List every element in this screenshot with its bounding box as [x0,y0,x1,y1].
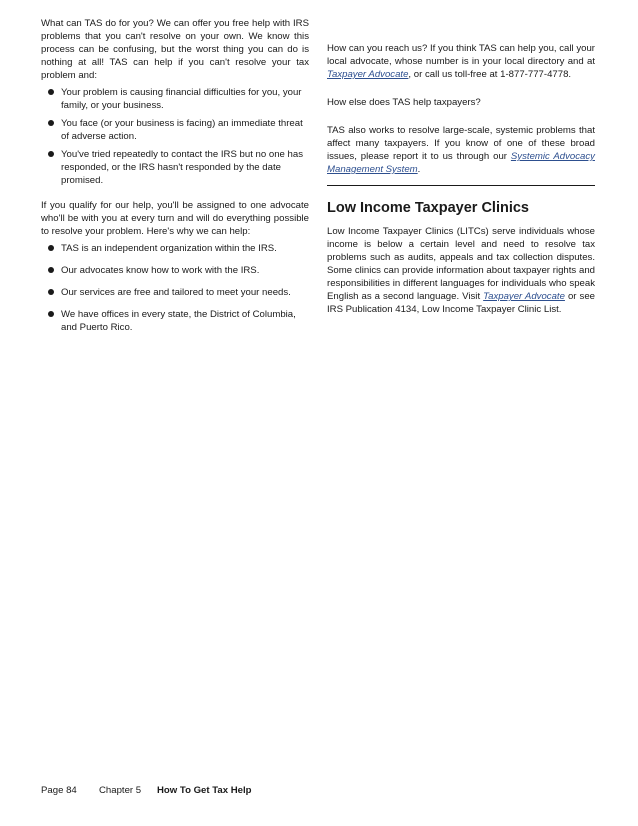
reach-paragraph [327,42,595,81]
list-item-text: Your problem is causing financial difficulties for you, your family, or your business. [61,87,302,111]
list-item-text: Our advocates know how to work with the IRS. [61,265,260,276]
list-item [41,264,309,277]
systemic-text-end: . [417,164,421,175]
litc-text-end: or see IRS Publication 4134, Low Income Taxpayer Clinic List. [327,291,595,315]
bullet-icon [48,311,54,317]
left-column [41,17,309,343]
reach-text: How can you reach us? If you think TAS can help you, call your local advocate, whose number is in your local directory and at [327,43,595,67]
section-divider [327,185,595,186]
bullet-icon [48,89,54,95]
taxpayer-advocate-link[interactable]: Taxpayer Advocate [483,291,565,302]
list-item-text: You've tried repeatedly to contact the IRS but no one has responded, or the IRS hasn't responded by the date promised. [61,149,304,186]
systemic-text: TAS also works to resolve large-scale, systemic problems that affect many taxpayers. If you know of one of these broad issues, please report it to us through our [327,125,595,162]
list-item-text: Our services are free and tailored to meet your needs. [61,287,291,298]
list-item-text: TAS is an independent organization within the IRS. [61,243,277,254]
right-column [327,42,595,316]
list-item [41,148,309,187]
list-item-text: You face (or your business is facing) an immediate threat of adverse action. [61,118,303,142]
list-item [41,242,309,255]
taxpayer-advocate-link[interactable]: Taxpayer Advocate [327,69,409,80]
else-question: How else does TAS help taxpayers? [327,97,481,108]
bullet-icon [48,245,54,251]
bullet-icon [48,120,54,126]
bullet-icon [48,267,54,273]
page-footer [41,785,252,797]
litc-heading: Low Income Taxpayer Clinics [327,200,529,216]
chapter-label: Chapter 5 [99,785,142,796]
systemic-advocacy-link[interactable]: Systemic Advocacy Management System [327,151,595,175]
list-item [41,86,309,112]
systemic-paragraph [327,124,595,176]
list-item [41,117,309,143]
why-help-bullet-list [41,242,309,334]
chapter-title: How To Get Tax Help [157,785,252,796]
list-item [41,286,309,299]
litc-text: Low Income Taxpayer Clinics (LITCs) serve individuals whose income is below a certain level and need to resolve tax problems such as audits, appeals and tax collection disputes. Some clinics can provide information about taxpayer rights and responsibilities in different languages for individuals who speak English as a second language. Visit [327,226,595,302]
difficulty-bullet-list [41,86,309,187]
bullet-icon [48,289,54,295]
qualify-paragraph: If you qualify for our help, you'll be assigned to one advocate who'll be with you at every turn and will do everything possible to resolve your problem. Here's why we can help: [41,200,309,237]
list-item [41,308,309,334]
litc-paragraph [327,225,595,316]
list-item-text: We have offices in every state, the District of Columbia, and Puerto Rico. [61,309,296,333]
reach-text-end: , or call us toll-free at 1-877-777-4778. [408,69,572,80]
intro-paragraph: What can TAS do for you? We can offer you free help with IRS problems that you can't resolve on your own. We know this process can be confusing, but the worst thing you can do is nothing at all! TAS can help if you can't resolve your tax problem and: [41,18,309,81]
page-number: Page 84 [41,785,77,796]
bullet-icon [48,151,54,157]
